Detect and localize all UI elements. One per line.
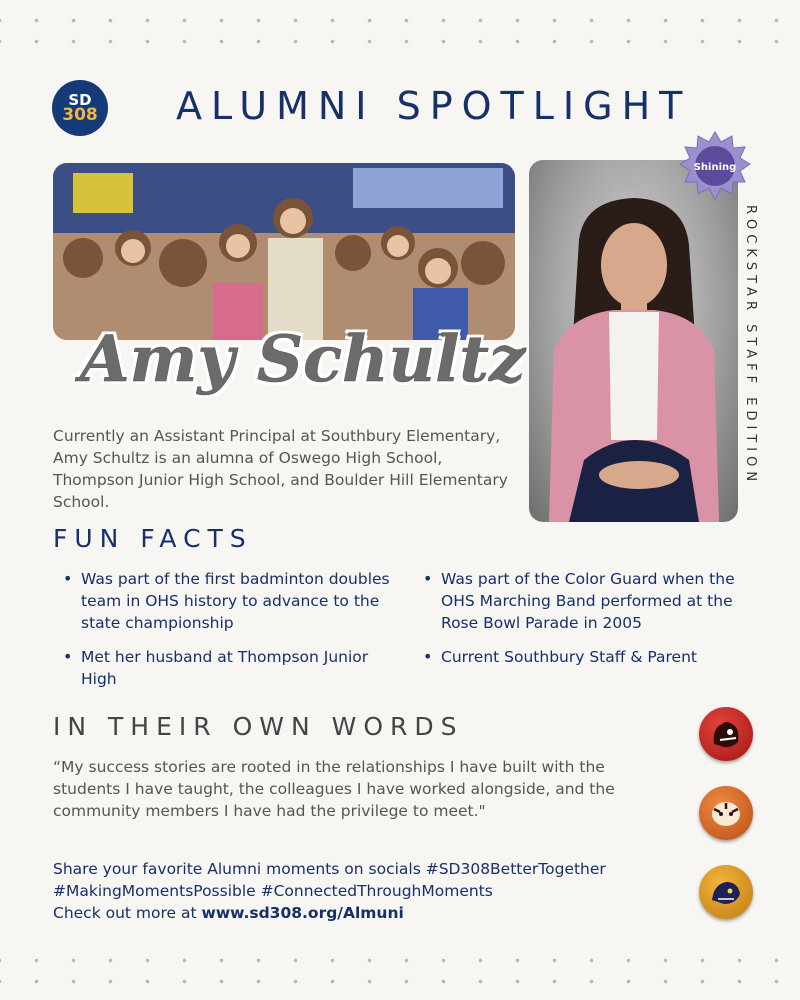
top-dot-border xyxy=(0,6,800,46)
fact-item: • Was part of the first badminton doubles team in OHS history to advance to the state championship xyxy=(53,568,393,634)
bear-mascot-icon xyxy=(699,707,753,761)
own-words-title: IN THEIR OWN WORDS xyxy=(53,712,464,741)
fun-facts-left xyxy=(53,568,393,702)
fact-item: • Current Southbury Staff & Parent xyxy=(413,646,753,668)
share-line-2: #MakingMomentsPossible #ConnectedThroughMoments xyxy=(53,882,493,900)
website-link[interactable]: www.sd308.org/Almuni xyxy=(201,904,404,922)
tiger-mascot-icon xyxy=(699,786,753,840)
sd308-logo xyxy=(52,80,108,136)
share-line-3-prefix: Check out more at xyxy=(53,904,202,922)
badge-text: Shining xyxy=(693,162,737,173)
alumni-quote: “My success stories are rooted in the relationships I have built with the students I have taught, the colleagues I have worked alongside, and the community members I have had the privilege to meet." xyxy=(53,758,615,820)
portrait-photo xyxy=(529,160,738,522)
share-message xyxy=(53,858,673,924)
fun-facts-right xyxy=(413,568,753,680)
logo-text-308: 308 xyxy=(62,105,98,126)
fact-item: • Met her husband at Thompson Junior High xyxy=(53,646,393,690)
fun-facts-title: FUN FACTS xyxy=(53,524,253,553)
panther-mascot-icon xyxy=(699,865,753,919)
profile-intro: Currently an Assistant Principal at Southbury Elementary, Amy Schultz is an alumna of Oswego High School, Thompson Junior High School, and Boulder Hill Elementary School. xyxy=(53,427,508,511)
share-line-3 xyxy=(53,902,673,924)
logo-text-sd: SD xyxy=(68,90,92,109)
classroom-photo xyxy=(53,163,515,340)
fact-item: • Was part of the Color Guard when the OHS Marching Band performed at the Rose Bowl Parade in 2005 xyxy=(413,568,753,634)
edition-label: ROCKSTAR STAFF EDITION xyxy=(743,205,758,487)
bottom-dot-border xyxy=(0,946,800,986)
share-line-1: Share your favorite Alumni moments on socials #SD308BetterTogether xyxy=(53,860,606,878)
shining-badge xyxy=(678,130,752,204)
profile-name: Amy Schultz xyxy=(80,322,526,397)
page-title: ALUMNI SPOTLIGHT xyxy=(176,84,692,128)
